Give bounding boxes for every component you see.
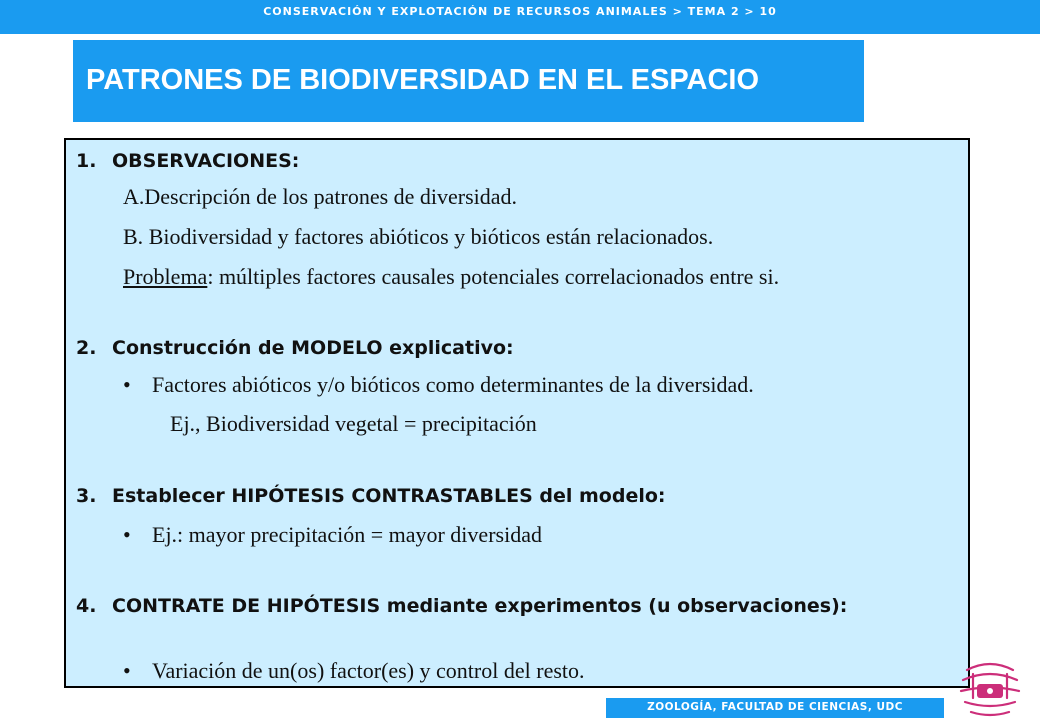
title-box — [73, 40, 864, 122]
section-title: Construcción de MODELO explicativo: — [112, 337, 514, 359]
content-box — [64, 138, 970, 688]
section-title: CONTRATE DE HIPÓTESIS mediante experimentos (u observaciones): — [112, 595, 848, 617]
list-item — [123, 264, 779, 290]
list-item — [170, 411, 537, 437]
item-text: Factores abióticos y/o bióticos como determinantes de la diversidad. — [152, 372, 754, 397]
bottom-banner — [606, 698, 944, 718]
footer-text: ZOOLOGÍA, FACULTAD DE CIENCIAS, UDC — [647, 701, 903, 713]
section-number: 1. — [76, 150, 97, 172]
breadcrumb: CONSERVACIÓN Y EXPLOTACIÓN DE RECURSOS ANIMALES > TEMA 2 > 10 — [263, 5, 777, 18]
bullet: • — [123, 658, 131, 683]
item-marker: A. — [123, 184, 145, 209]
item-text: Variación de un(os) factor(es) y control del resto. — [152, 658, 585, 683]
item-text: : múltiples factores causales potenciales correlacionados entre si. — [207, 264, 780, 289]
list-item — [123, 184, 517, 210]
section-1-heading — [76, 149, 299, 174]
section-4-heading — [76, 594, 872, 619]
item-text: Ej., Biodiversidad vegetal = precipitación — [170, 411, 537, 436]
list-item — [123, 658, 585, 684]
udc-university-seal-icon — [955, 660, 1025, 718]
section-title: Establecer HIPÓTESIS CONTRASTABLES del modelo: — [112, 485, 666, 507]
item-text: Biodiversidad y factores abióticos y bióticos están relacionados. — [148, 224, 714, 249]
item-text: Descripción de los patrones de diversidad. — [144, 184, 518, 209]
problem-label: Problema — [123, 264, 208, 289]
list-item — [123, 224, 713, 250]
section-number: 3. — [76, 485, 97, 507]
bullet: • — [123, 522, 131, 547]
item-text: Ej.: mayor precipitación = mayor diversidad — [152, 522, 542, 547]
list-item — [123, 372, 754, 398]
section-2-heading — [76, 336, 514, 361]
top-banner — [0, 0, 1040, 34]
section-3-heading — [76, 484, 666, 509]
item-marker: B. — [123, 224, 144, 249]
section-number: 4. — [76, 595, 97, 617]
bullet: • — [123, 372, 131, 397]
section-number: 2. — [76, 337, 97, 359]
section-title: OBSERVACIONES: — [112, 150, 300, 172]
page-title: PATRONES DE BIODIVERSIDAD EN EL ESPACIO — [86, 64, 760, 96]
list-item — [123, 522, 542, 548]
